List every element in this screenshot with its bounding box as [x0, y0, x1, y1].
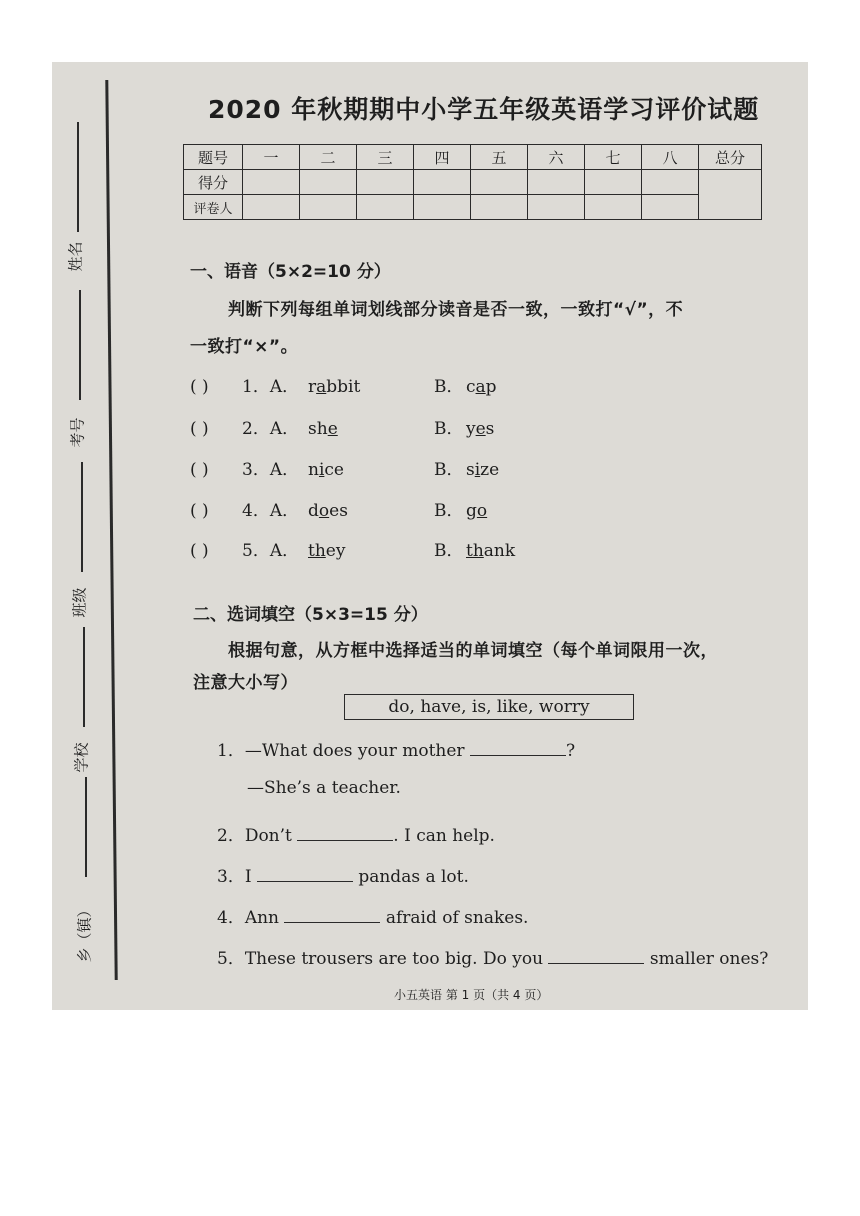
question-3: [217, 862, 469, 887]
header-cell: 五: [471, 145, 528, 170]
word-b-suffix: ank: [483, 541, 516, 561]
question-text: ?: [565, 741, 576, 761]
school-blank: [83, 627, 85, 727]
question-text: . I can help.: [393, 826, 495, 846]
score-cell[interactable]: [642, 170, 699, 195]
score-cell[interactable]: [471, 170, 528, 195]
township-label: 乡（镇）: [75, 902, 94, 963]
answer-blank[interactable]: [297, 839, 393, 841]
score-row: [184, 170, 762, 195]
word-b-prefix: g: [466, 501, 477, 521]
item-number: 5．A．: [242, 541, 300, 561]
item-number: 3．A．: [242, 460, 300, 480]
word-a-underlined: e: [327, 419, 338, 439]
word-b: [466, 541, 515, 561]
option-b-label: B．: [434, 377, 464, 397]
word-b: [466, 419, 494, 439]
word-b-suffix: s: [485, 419, 495, 439]
header-cell: 六: [528, 145, 585, 170]
section2-instruction-line1: 根据句意，从方框中选择适当的单词填空（每个单词限用一次，: [228, 641, 718, 661]
word-a-suffix: ey: [325, 541, 346, 561]
score-cell[interactable]: [414, 170, 471, 195]
word-a: [308, 541, 434, 561]
word-b-suffix: ze: [480, 460, 500, 480]
word-b-underlined: i: [474, 460, 481, 480]
question-text: 2．Don’t: [217, 826, 292, 846]
phonics-item: [190, 496, 487, 521]
word-b: [466, 460, 499, 480]
name-label: 姓名: [66, 241, 85, 272]
word-b: [466, 377, 497, 397]
section1-heading: 一、语音（5×2=10 分）: [190, 262, 391, 282]
row-label: 得分: [184, 170, 243, 195]
word-a: [308, 377, 434, 397]
score-cell[interactable]: [585, 170, 642, 195]
page-footer: 小五英语 第 1 页（共 4 页）: [394, 988, 549, 1002]
question-5: [217, 944, 768, 969]
question-text: smaller ones?: [649, 949, 769, 969]
word-b-prefix: s: [466, 460, 475, 480]
grader-cell[interactable]: [243, 195, 300, 220]
section1-instruction-line1: 判断下列每组单词划线部分读音是否一致，一致打“√”，不: [228, 300, 684, 320]
answer-paren[interactable]: ( ): [190, 460, 209, 480]
answer-blank[interactable]: [548, 962, 644, 964]
exam-title: 2020 年秋期期中小学五年级英语学习评价试题: [208, 95, 760, 124]
score-table: [183, 144, 762, 220]
row-label: 评卷人: [184, 195, 243, 220]
question-1b: —She’s a teacher.: [247, 778, 401, 798]
question-4: [217, 903, 528, 928]
word-a: [308, 501, 434, 521]
grader-cell[interactable]: [357, 195, 414, 220]
word-a: [308, 460, 434, 480]
answer-paren[interactable]: ( ): [190, 501, 209, 521]
word-a-underlined: th: [308, 541, 326, 561]
class-label: 班级: [70, 587, 89, 618]
option-b-label: B．: [434, 419, 464, 439]
score-cell[interactable]: [300, 170, 357, 195]
word-b-prefix: y: [466, 419, 476, 439]
option-b-label: B．: [434, 501, 464, 521]
township-blank: [85, 777, 87, 877]
grader-cell[interactable]: [585, 195, 642, 220]
word-b-prefix: c: [466, 377, 476, 397]
section2-heading: 二、选词填空（5×3=15 分）: [193, 605, 428, 625]
phonics-item: [190, 414, 494, 439]
grader-cell[interactable]: [528, 195, 585, 220]
answer-paren[interactable]: ( ): [190, 377, 209, 397]
header-cell: 七: [585, 145, 642, 170]
exam-number-label: 考号: [68, 417, 87, 448]
item-number: 1．A．: [242, 377, 300, 397]
word-a-prefix: sh: [308, 419, 328, 439]
answer-paren[interactable]: ( ): [190, 541, 209, 561]
total-cell[interactable]: [699, 170, 762, 220]
score-cell[interactable]: [243, 170, 300, 195]
grader-cell[interactable]: [642, 195, 699, 220]
exam-page: [52, 62, 808, 1010]
header-cell: 三: [357, 145, 414, 170]
question-text: afraid of snakes.: [385, 908, 529, 928]
question-text: 5．These trousers are too big. Do you: [217, 949, 544, 969]
header-cell: 四: [414, 145, 471, 170]
header-cell: 八: [642, 145, 699, 170]
school-label: 学校: [72, 742, 91, 773]
word-b-underlined: th: [466, 541, 484, 561]
word-box: do, have, is, like, worry: [344, 694, 634, 720]
header-cell: 总分: [699, 145, 762, 170]
grader-cell[interactable]: [471, 195, 528, 220]
word-b-underlined: a: [475, 377, 486, 397]
grader-cell[interactable]: [414, 195, 471, 220]
question-text: 4．Ann: [217, 908, 279, 928]
word-a-prefix: r: [308, 377, 317, 397]
grader-cell[interactable]: [300, 195, 357, 220]
item-number: 4．A．: [242, 501, 300, 521]
answer-paren[interactable]: ( ): [190, 419, 209, 439]
phonics-item: [190, 455, 499, 480]
binding-line: [105, 80, 117, 980]
phonics-item: [190, 372, 497, 397]
word-a: [308, 419, 434, 439]
word-a-underlined: a: [316, 377, 327, 397]
item-number: 2．A．: [242, 419, 300, 439]
word-a-prefix: d: [308, 501, 319, 521]
question-1a: [217, 736, 575, 761]
question-text: 3．I: [217, 867, 252, 887]
answer-blank[interactable]: [257, 880, 353, 882]
score-header-row: [184, 145, 762, 170]
answer-blank[interactable]: [470, 754, 566, 756]
question-2: [217, 821, 495, 846]
word-a-suffix: bbit: [326, 377, 361, 397]
class-blank: [81, 462, 83, 572]
phonics-item: [190, 536, 515, 561]
word-b-underlined: o: [476, 501, 488, 521]
header-cell: 一: [243, 145, 300, 170]
question-text: pandas a lot.: [358, 867, 469, 887]
word-a-underlined: o: [318, 501, 330, 521]
question-text: 1．—What does your mother: [217, 741, 465, 761]
grader-row: [184, 195, 762, 220]
section1-instruction-line2: 一致打“×”。: [190, 337, 299, 357]
word-b-suffix: p: [485, 377, 497, 397]
section2-instruction-line2: 注意大小写）: [193, 673, 298, 693]
score-cell[interactable]: [357, 170, 414, 195]
word-a-prefix: n: [308, 460, 319, 480]
exam-number-blank: [79, 290, 81, 400]
option-b-label: B．: [434, 541, 464, 561]
answer-blank[interactable]: [284, 921, 380, 923]
score-cell[interactable]: [528, 170, 585, 195]
word-a-suffix: es: [329, 501, 348, 521]
name-blank: [77, 122, 79, 232]
header-cell: 题号: [184, 145, 243, 170]
header-cell: 二: [300, 145, 357, 170]
word-b-underlined: e: [475, 419, 486, 439]
word-b: [466, 501, 487, 521]
word-a-suffix: ce: [324, 460, 344, 480]
option-b-label: B．: [434, 460, 464, 480]
word-a-underlined: i: [318, 460, 325, 480]
